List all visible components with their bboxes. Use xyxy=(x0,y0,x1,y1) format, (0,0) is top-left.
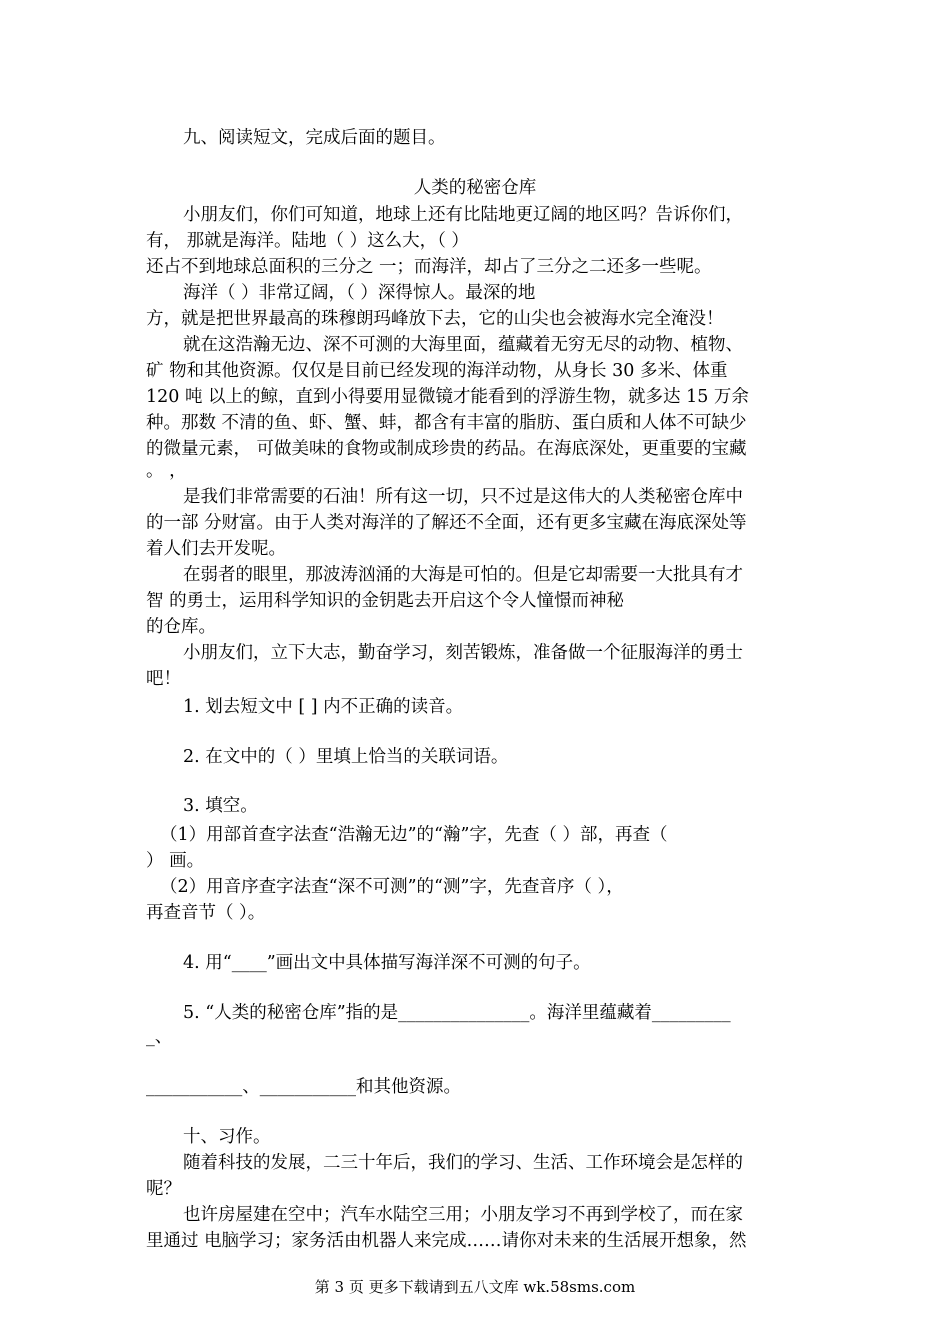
passage-line: 就在这浩瀚无边、深不可测的大海里面，蕴藏着无穷无尽的动物、植物、 xyxy=(183,335,743,355)
question-2: 2. 在文中的（ ）里填上恰当的关联词语。 xyxy=(183,747,509,767)
question-5: 5. “人类的秘密仓库”指的是_______________。海洋里蕴藏着_________ xyxy=(183,1003,731,1023)
passage-line: 智 的勇士，运用科学知识的金钥匙去开启这个令人憧憬而神秘 xyxy=(146,591,625,611)
passage-line: 的仓库。 xyxy=(146,617,216,637)
section-heading-writing: 十、习作。 xyxy=(183,1127,271,1147)
passage-line: 120 吨 以上的鲸，直到小得要用显微镜才能看到的浮游生物，就多达 15 万余 xyxy=(146,387,749,407)
passage-line: 小朋友们，你们可知道，地球上还有比陆地更辽阔的地区吗？告诉你们， xyxy=(183,205,743,225)
passage-line: 小朋友们，立下大志，勤奋学习，刻苦锻炼，准备做一个征服海洋的勇士 xyxy=(183,643,743,663)
question-4: 4. 用“____”画出文中具体描写海洋深不可测的句子。 xyxy=(183,953,591,973)
passage-line: 还占不到地球总面积的三分之 一；而海洋，却占了三分之二还多一些呢。 xyxy=(146,257,712,277)
page-footer: 第 3 页 更多下载请到五八文库 wk.58sms.com xyxy=(314,1278,636,1296)
question-3-part-1: （1）用部首查字法查“浩瀚无边”的“瀚”字，先查（ ）部，再查（ xyxy=(160,825,668,845)
passage-line: 有， 那就是海洋。陆地（ ）这么大，（ ） xyxy=(146,231,469,251)
passage-line: 是我们非常需要的石油！所有这一切，只不过是这伟大的人类秘密仓库中 xyxy=(183,487,743,507)
question-5-cont: _、 xyxy=(146,1027,173,1047)
writing-line: 里通过 电脑学习；家务活由机器人来完成……请你对未来的生活展开想象，然 xyxy=(146,1231,747,1251)
question-5-cont: ___________、___________和其他资源。 xyxy=(146,1077,461,1097)
passage-line: 的一部 分财富。由于人类对海洋的了解还不全面，还有更多宝藏在海底深处等 xyxy=(146,513,747,533)
passage-line: 着人们去开发呢。 xyxy=(146,539,286,559)
passage-line: 在弱者的眼里，那波涛汹涌的大海是可怕的。但是它却需要一大批具有才 xyxy=(183,565,743,585)
passage-line: 吧！ xyxy=(146,669,181,689)
question-3-part-2: （2）用音序查字法查“深不可测”的“测”字，先查音序（ ）， xyxy=(160,877,624,897)
passage-line: 的微量元素， 可做美味的食物或制成珍贵的药品。在海底深处，更重要的宝藏 xyxy=(146,439,747,459)
question-3-part-2-cont: 再查音节（ ）。 xyxy=(146,903,266,923)
writing-line: 也许房屋建在空中；汽车水陆空三用；小朋友学习不再到学校了，而在家 xyxy=(183,1205,743,1225)
section-heading-reading: 九、阅读短文，完成后面的题目。 xyxy=(183,128,446,148)
passage-line: 方，就是把世界最高的珠穆朗玛峰放下去，它的山尖也会被海水完全淹没！ xyxy=(146,309,724,329)
writing-line: 呢？ xyxy=(146,1179,181,1199)
question-3-part-1-cont: ） 画。 xyxy=(146,851,205,871)
question-3: 3. 填空。 xyxy=(183,796,258,816)
passage-line: 海洋（ ）非常辽阔，（ ）深得惊人。最深的地 xyxy=(183,283,536,303)
passage-line: 矿 物和其他资源。仅仅是目前已经发现的海洋动物，从身长 30 多米、体重 xyxy=(146,361,728,381)
writing-line: 随着科技的发展，二三十年后，我们的学习、生活、工作环境会是怎样的 xyxy=(183,1153,743,1173)
passage-title: 人类的秘密仓库 xyxy=(413,178,537,198)
question-1: 1. 划去短文中 [ ] 内不正确的读音。 xyxy=(183,697,464,717)
passage-line: 种。那数 不清的鱼、虾、蟹、蚌，都含有丰富的脂肪、蛋白质和人体不可缺少 xyxy=(146,413,747,433)
passage-line: 。 ， xyxy=(146,461,187,481)
